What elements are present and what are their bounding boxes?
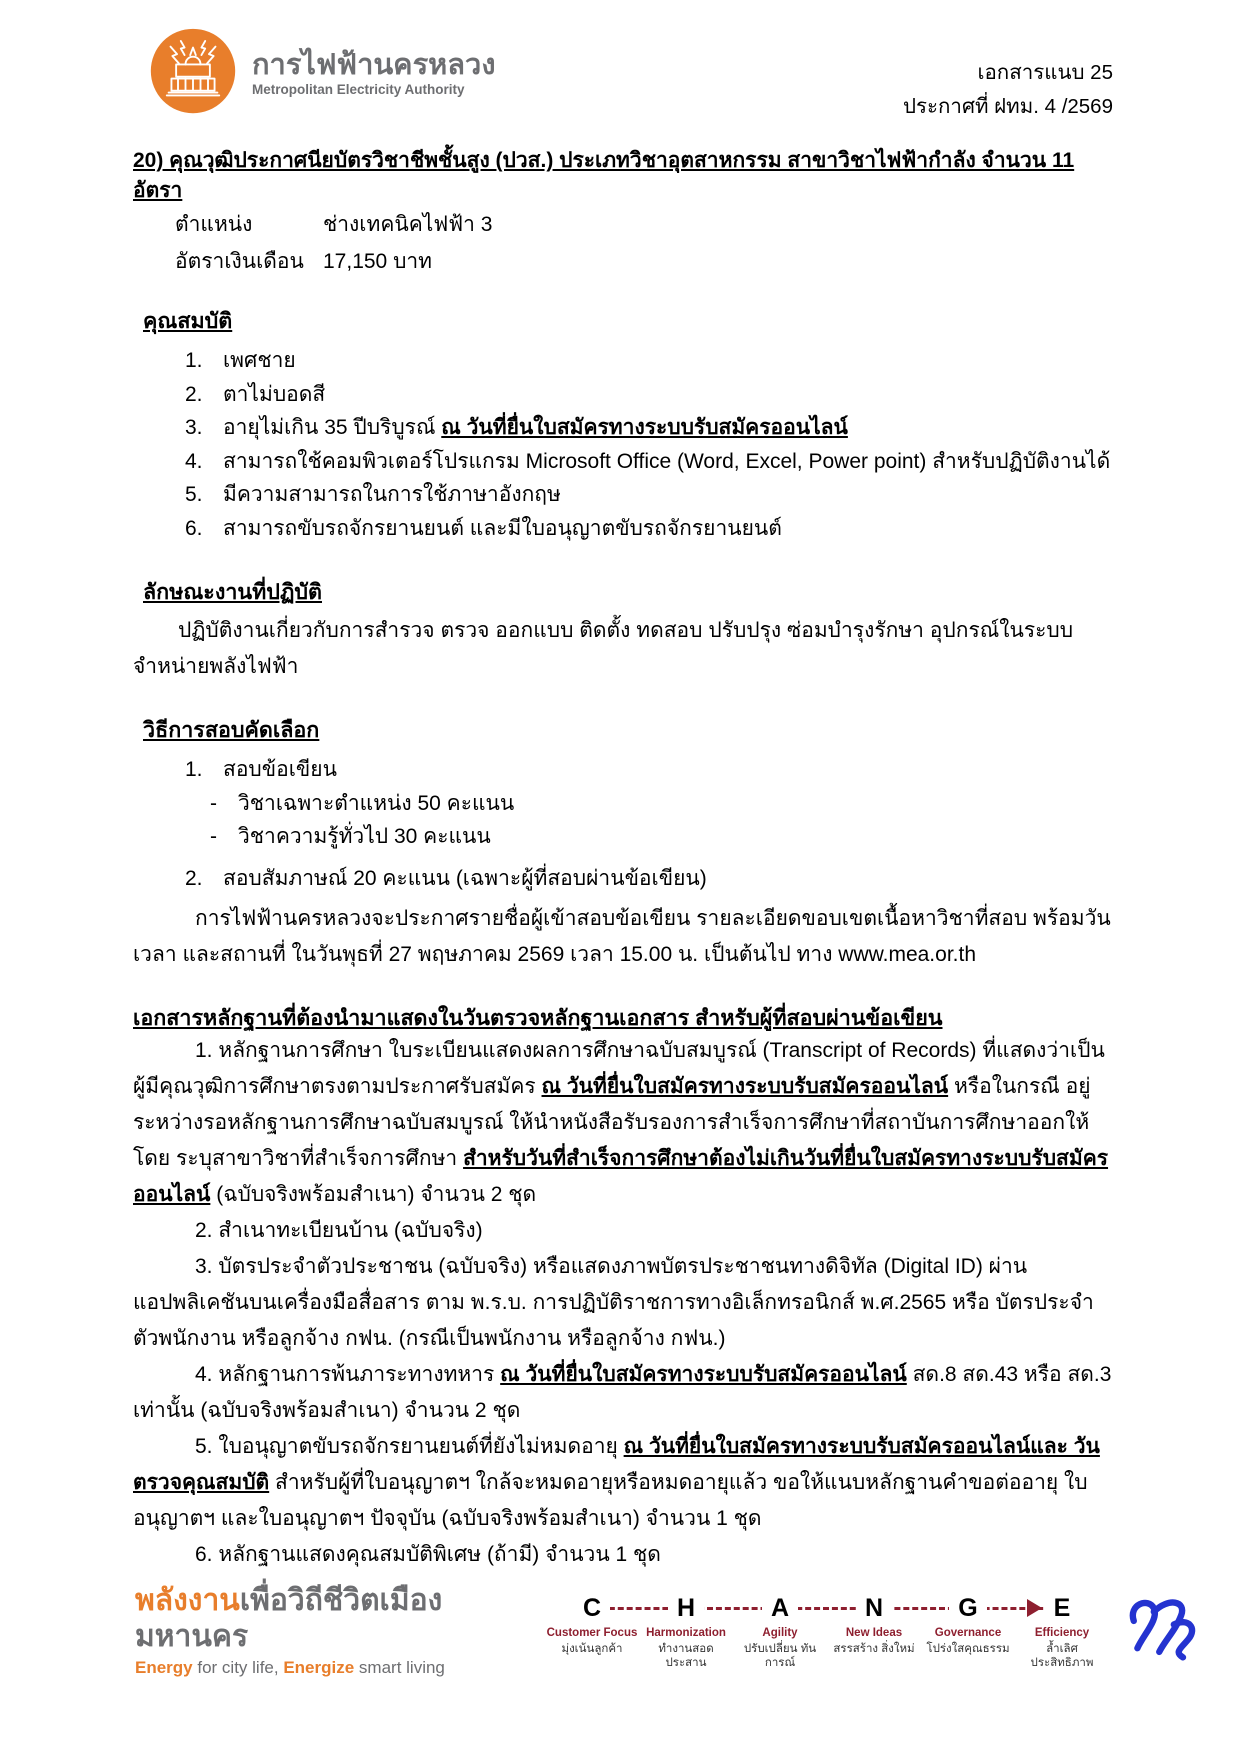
salary-value: 17,150 บาท xyxy=(323,250,433,273)
change-en-label: Harmonization xyxy=(646,1627,726,1639)
org-name-en: Metropolitan Electricity Authority xyxy=(252,82,465,97)
change-letter: A xyxy=(762,1593,798,1623)
qualification-item: 3. อายุไม่เกิน 35 ปีบริบูรณ์ ณ วันที่ยื่นใบสมัครทางระบบรับสมัครออนไลน์ xyxy=(185,416,848,439)
position-value: ช่างเทคนิคไฟฟ้า 3 xyxy=(323,213,493,236)
selection-list xyxy=(133,753,1113,787)
change-column-e xyxy=(1015,1593,1109,1670)
mea-logo-icon xyxy=(148,26,238,121)
change-letter: H xyxy=(668,1593,704,1623)
change-letter: C xyxy=(574,1593,610,1623)
change-letter: E xyxy=(1045,1593,1080,1623)
signature-scribble-icon xyxy=(1121,1593,1203,1672)
selection-list-2 xyxy=(133,862,1113,896)
salary-label: อัตราเงินเดือน xyxy=(175,250,304,273)
interview-item: 2. สอบสัมภาษณ์ 20 คะแนน (เฉพาะผู้ที่สอบผ่านข้อเขียน) xyxy=(185,866,707,890)
change-column-h xyxy=(639,1593,733,1670)
qualification-item: 6. สามารถขับรถจักรยานยนต์ และมีใบอนุญาตขับรถจักรยานยนต์ xyxy=(185,516,782,540)
change-letter: N xyxy=(856,1593,892,1623)
change-column-g xyxy=(921,1593,1015,1670)
position-label: ตำแหน่ง xyxy=(175,213,253,236)
exam-subject-item: - วิชาเฉพาะตำแหน่ง 50 คะแนน xyxy=(210,791,515,815)
change-th-label: สรรสร้าง สิ่งใหม่ xyxy=(833,1643,915,1655)
job-description-paragraph: ปฏิบัติงานเกี่ยวกับการสำรวจ ตรวจ ออกแบบ ติดตั้ง ทดสอบ ปรับปรุง ซ่อมบำรุงรักษา อุปกรณ์ในระบบจำหน่ายพลังไฟฟ้า xyxy=(133,619,1074,678)
document-body xyxy=(0,146,1241,1573)
attachment-label: เอกสารแนบ 25 xyxy=(977,61,1113,84)
change-letter: G xyxy=(949,1593,986,1623)
change-column-n xyxy=(827,1593,921,1670)
document-item: 6. หลักฐานแสดงคุณสมบัติพิเศษ (ถ้ามี) จำนวน 1 ชุด xyxy=(195,1543,661,1566)
document-item: 4. หลักฐานการพ้นภาระทางทหาร ณ วันที่ยื่นใบสมัครทางระบบรับสมัครออนไลน์ สด.8 สด.43 หรือ สด.3 เท่านั้น (ฉบับจริงพร้อมสำเนา) จำนวน 2 ชุด xyxy=(133,1363,1112,1422)
tagline-english: Energy for city life, Energize smart living xyxy=(135,1658,445,1677)
change-en-label: New Ideas xyxy=(845,1627,903,1639)
qualifications-list xyxy=(133,344,1113,545)
org-name-th: การไฟฟ้านครหลวง xyxy=(252,49,496,81)
selection-heading: วิธีการสอบคัดเลือก xyxy=(143,718,320,742)
change-en-label: Efficiency xyxy=(1034,1627,1090,1639)
document-item: 3. บัตรประจำตัวประชาชน (ฉบับจริง) หรือแสดงภาพบัตรประชาชนทางดิจิทัล (Digital ID) ผ่านแอปพลิเคชันบนเครื่องมือสื่อสาร ตาม พ.ร.บ. การปฏิบัติราชการทางอิเล็กทรอนิกส์ พ.ศ.2565 หรือ บัตรประจำตัวพนักงาน หรือลูกจ้าง กฟน. (กรณีเป็นพนักงาน หรือลูกจ้าง กฟน.) xyxy=(133,1255,1094,1350)
document-item: 2. สำเนาทะเบียนบ้าน (ฉบับจริง) xyxy=(195,1219,483,1242)
exam-subject-item: - วิชาความรู้ทั่วไป 30 คะแนน xyxy=(210,825,491,848)
change-columns xyxy=(545,1593,1111,1670)
change-en-label: Agility xyxy=(762,1627,798,1639)
change-th-label: มุ่งเน้นลูกค้า xyxy=(561,1643,623,1655)
mea-brand xyxy=(148,26,495,121)
change-en-label: Customer Focus xyxy=(546,1627,638,1639)
announcement-number: ประกาศที่ ฝทม. 4 /2569 xyxy=(902,95,1113,118)
page-footer xyxy=(135,1583,1203,1681)
job-description-heading: ลักษณะงานที่ปฏิบัติ xyxy=(143,580,322,604)
tagline xyxy=(135,1583,545,1681)
change-values-block xyxy=(545,1593,1203,1672)
change-column-c xyxy=(545,1593,639,1670)
org-name xyxy=(252,49,495,98)
tagline-thai: พลังงานเพื่อวิถีชีวิตเมืองมหานคร xyxy=(135,1584,443,1653)
qualification-item: 1. เพศชาย xyxy=(185,349,296,372)
announcement-paragraph: การไฟฟ้านครหลวงจะประกาศรายชื่อผู้เข้าสอบข้อเขียน รายละเอียดขอบเขตเนื้อหาวิชาที่สอบ พร้อมวัน เวลา และสถานที่ ในวันพุธที่ 27 พฤษภาคม 2569 เวลา 15.00 น. เป็นต้นไป ทาง www.mea.or.th xyxy=(133,907,1111,966)
written-exam-item: 1. สอบข้อเขียน xyxy=(185,758,337,781)
change-th-label: ปรับเปลี่ยน ทันการณ์ xyxy=(743,1643,817,1669)
change-column-a xyxy=(733,1593,827,1670)
change-en-label: Governance xyxy=(934,1627,1002,1639)
qualification-item: 5. มีความสามารถในการใช้ภาษาอังกฤษ xyxy=(185,483,561,506)
document-item: 1. หลักฐานการศึกษา ใบระเบียนแสดงผลการศึกษาฉบับสมบูรณ์ (Transcript of Records) ที่แสดงว่าเป็น ผู้มีคุณวุฒิการศึกษาตรงตามประกาศรับสมัคร ณ วันที่ยื่นใบสมัครทางระบบรับสมัครออนไลน์ หรือในกรณี อยู่ระหว่างรอหลักฐานการศึกษาฉบับสมบูรณ์ ให้นำหนังสือรับรองการสำเร็จการศึกษาที่สถาบันการศึกษาออกให้ โดย ระบุสาขาวิชาที่สำเร็จการศึกษา สำหรับวันที่สำเร็จการศึกษาต้องไม่เกินวันที่ยื่นใบสมัครทางระบบรับสมัคร ออนไลน์ (ฉบับจริงพร้อมสำเนา) จำนวน 2 ชุด xyxy=(133,1039,1109,1206)
change-th-label: ล้ำเลิศ ประสิทธิภาพ xyxy=(1030,1643,1094,1669)
qualifications-heading: คุณสมบัติ xyxy=(143,309,233,333)
job-title: 20) คุณวุฒิประกาศนียบัตรวิชาชีพชั้นสูง (ปวส.) ประเภทวิชาอุตสาหกรรม สาขาวิชาไฟฟ้ากำลัง จำนวน 11 อัตรา xyxy=(133,149,1075,202)
document-reference xyxy=(903,56,1113,124)
documents-heading: เอกสารหลักฐานที่ต้องนำมาแสดงในวันตรวจหลักฐานเอกสาร สำหรับผู้ที่สอบผ่านข้อเขียน xyxy=(133,1006,943,1030)
page-header xyxy=(0,0,1241,122)
qualification-item: 4. สามารถใช้คอมพิวเตอร์โปรแกรม Microsoft Office (Word, Excel, Power point) สำหรับปฏิบัติงานได้ xyxy=(185,449,1111,473)
position-row xyxy=(175,206,1113,243)
document-item: 5. ใบอนุญาตขับรถจักรยานยนต์ที่ยังไม่หมดอายุ ณ วันที่ยื่นใบสมัครทางระบบรับสมัครออนไลน์และ วันตรวจคุณสมบัติ สำหรับผู้ที่ใบอนุญาตฯ ใกล้จะหมดอายุหรือหมดอายุแล้ว ขอให้แนบหลักฐานคำขอต่ออายุ ใบอนุญาตฯ และใบอนุญาตฯ ปัจจุบัน (ฉบับจริงพร้อมสำเนา) จำนวน 1 ชุด xyxy=(133,1435,1100,1530)
change-diagram xyxy=(545,1593,1111,1670)
qualification-item: 2. ตาไม่บอดสี xyxy=(185,382,326,406)
salary-row xyxy=(175,243,1113,280)
change-th-label: ทำงานสอดประสาน xyxy=(658,1643,714,1669)
change-th-label: โปร่งใสคุณธรรม xyxy=(926,1643,1010,1655)
